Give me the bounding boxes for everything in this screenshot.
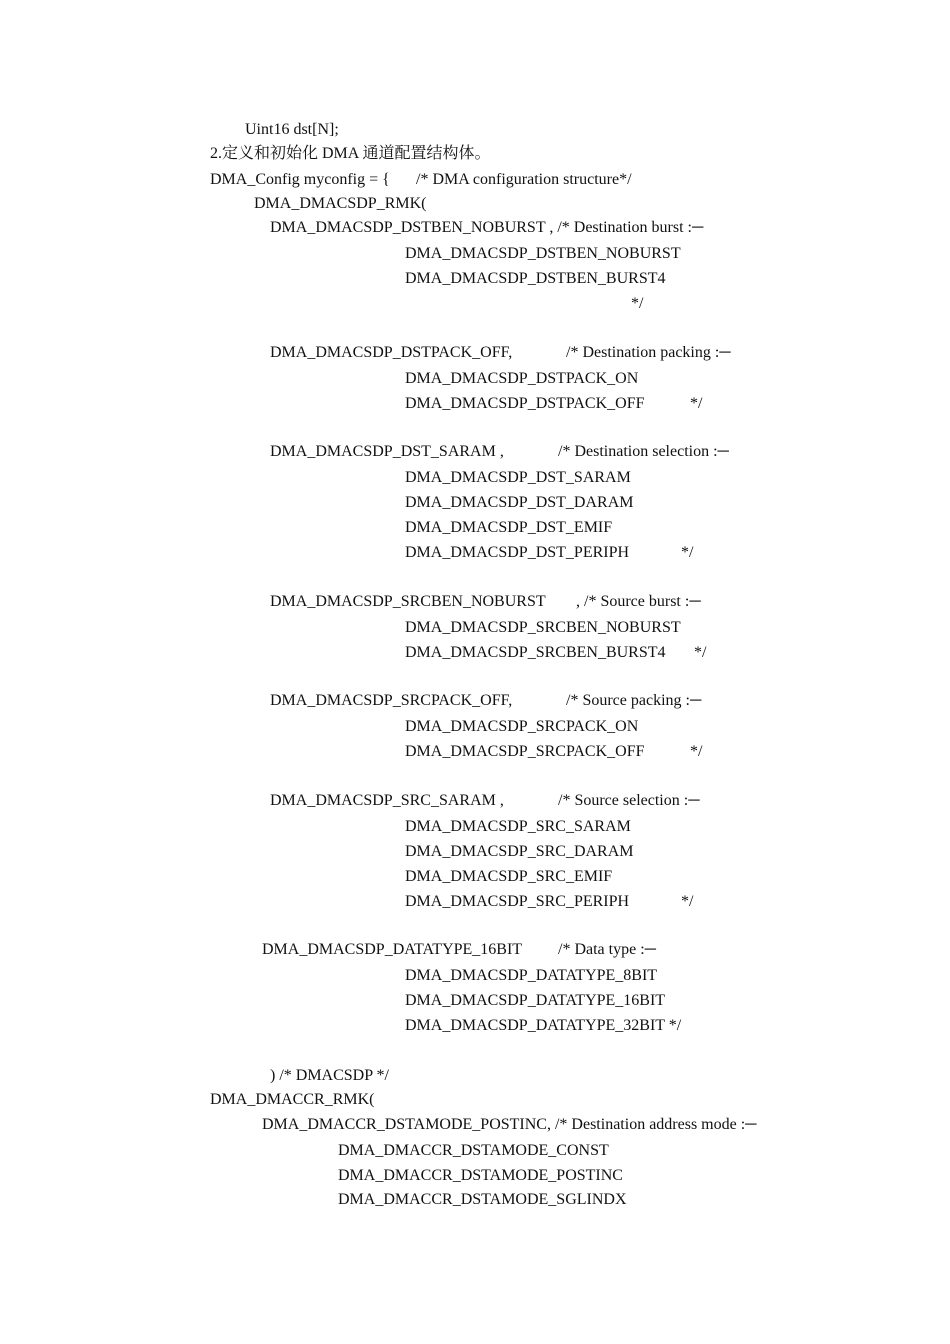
code-line-dst-decl: Uint16 dst[N]; [245, 121, 339, 138]
code-comment-end: */ [690, 743, 703, 760]
code-comment: /* Source packing :─ [566, 692, 702, 709]
code-line: DMA_DMACCR_DSTAMODE_POSTINC, /* Destination address mode :─ [262, 1116, 757, 1133]
code-comment: /* Data type :─ [558, 941, 656, 958]
code-option: DMA_DMACCR_DSTAMODE_POSTINC [338, 1167, 623, 1184]
code-line: ) /* DMACSDP */ [270, 1067, 389, 1084]
code-comment: /* Source selection :─ [558, 792, 700, 809]
code-option: DMA_DMACSDP_DATATYPE_16BIT [405, 992, 666, 1009]
code-option: DMA_DMACSDP_DATATYPE_8BIT [405, 967, 658, 984]
code-comment: /* Destination selection :─ [558, 443, 729, 460]
code-option: DMA_DMACSDP_DST_DARAM [405, 494, 634, 511]
code-comment-end: */ [631, 295, 644, 312]
code-option: DMA_DMACSDP_DST_PERIPH [405, 544, 630, 561]
code-comment-end: */ [681, 893, 694, 910]
code-line: DMA_DMACSDP_DSTBEN_NOBURST , /* Destination burst :─ [270, 219, 704, 236]
code-comment: /* Destination packing :─ [566, 344, 731, 361]
code-option: DMA_DMACSDP_SRC_EMIF [405, 868, 613, 885]
code-option: DMA_DMACCR_DSTAMODE_CONST [338, 1142, 609, 1159]
code-option: DMA_DMACSDP_DSTPACK_OFF [405, 395, 645, 412]
code-option: DMA_DMACCR_DSTAMODE_SGLINDX [338, 1191, 627, 1208]
code-line: DMA_DMACSDP_RMK( [254, 195, 427, 212]
code-option: DMA_DMACSDP_DSTBEN_NOBURST [405, 245, 681, 262]
code-comment-end: */ [694, 644, 707, 661]
code-option: DMA_DMACSDP_SRCPACK_ON [405, 718, 639, 735]
code-line: DMA_DMACSDP_DSTPACK_OFF, [270, 344, 513, 361]
section-heading: 2.定义和初始化 DMA 通道配置结构体。 [210, 145, 491, 162]
code-line: DMA_DMACSDP_DST_SARAM , [270, 443, 504, 460]
code-option: DMA_DMACSDP_DATATYPE_32BIT */ [405, 1017, 682, 1034]
code-option: DMA_DMACSDP_SRCBEN_BURST4 [405, 644, 666, 661]
code-option: DMA_DMACSDP_SRCBEN_NOBURST [405, 619, 681, 636]
code-option: DMA_DMACSDP_DST_SARAM [405, 469, 631, 486]
code-option: DMA_DMACSDP_SRC_SARAM [405, 818, 631, 835]
code-option: DMA_DMACSDP_SRC_DARAM [405, 843, 634, 860]
code-option: DMA_DMACSDP_DSTPACK_ON [405, 370, 639, 387]
code-comment-end: */ [681, 544, 694, 561]
code-line: DMA_DMACSDP_DATATYPE_16BIT [262, 941, 523, 958]
code-option: DMA_DMACSDP_DSTBEN_BURST4 [405, 270, 666, 287]
code-option: DMA_DMACSDP_SRC_PERIPH [405, 893, 630, 910]
code-option: DMA_DMACSDP_DST_EMIF [405, 519, 613, 536]
code-line: DMA_DMACSDP_SRC_SARAM , [270, 792, 504, 809]
code-line-config-decl: DMA_Config myconfig = { [210, 171, 390, 188]
code-option: DMA_DMACSDP_SRCPACK_OFF [405, 743, 645, 760]
code-comment: /* DMA configuration structure*/ [416, 171, 632, 188]
code-comment-end: */ [690, 395, 703, 412]
code-line: DMA_DMACCR_RMK( [210, 1091, 375, 1108]
code-comment: , /* Source burst :─ [576, 593, 701, 610]
code-line: DMA_DMACSDP_SRCBEN_NOBURST [270, 593, 546, 610]
code-line: DMA_DMACSDP_SRCPACK_OFF, [270, 692, 513, 709]
